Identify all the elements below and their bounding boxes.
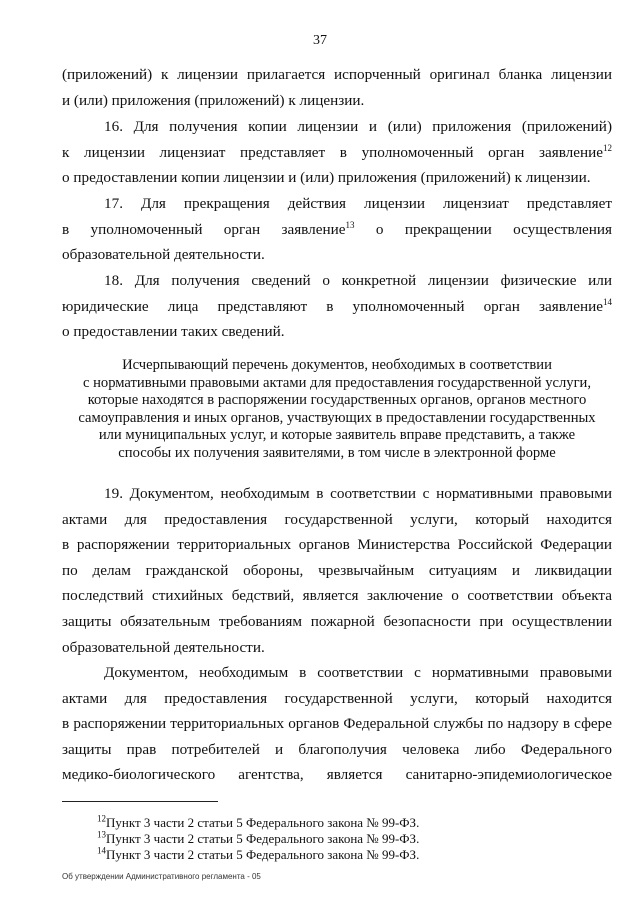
heading-line: способы их получения заявителями, в том числе в электронной форме [118,444,556,461]
heading-line: которые находятся в распоряжении государственных органов, органов местного [87,392,587,409]
footnote-text: Пункт 3 части 2 статьи 5 Федерального закона № 99-ФЗ. [106,815,420,830]
footnote-ref: 14 [603,296,612,307]
footnote-number: 12 [97,813,106,824]
footnote-text: Пункт 3 части 2 статьи 5 Федерального закона № 99-ФЗ. [106,831,420,846]
paragraph-16 [62,114,612,191]
footnote-number: 13 [97,829,106,840]
heading-line: или муниципальных услуг, и которые заявитель вправе представить, а также [98,427,576,444]
paragraph-continuation [62,62,612,113]
footnote-ref: 13 [345,219,355,230]
text-line: медико-биологического агентства, является санитарно-эпидемиологическое [62,766,612,784]
text-fragment: к лицензии лицензиат представляет в уполномоченный орган заявление [62,143,603,161]
text-fragment: о прекращении осуществления [354,220,613,238]
text-fragment: в уполномоченный орган заявление [62,220,346,238]
text-line: о предоставлении копии лицензии и (или) приложения (приложений) к лицензии. [62,169,591,187]
text-line: (приложений) к лицензии прилагается испорченный оригинал бланка лицензии [62,66,612,83]
text-line: и (или) приложения (приложений) к лицензии. [62,91,365,109]
text-line: защиты обязательным требованиям пожарной безопасности при осуществлении [62,612,612,630]
text-line [62,294,612,320]
footnote [97,831,419,847]
text-line: по делам гражданской обороны, чрезвычайным ситуациям и ликвидации [62,561,612,579]
text-line: 18. Для получения сведений о конкретной лицензии физические или [104,272,612,289]
text-line: защиты прав потребителей и благополучия человека либо Федерального [62,740,612,758]
footnote [97,815,419,831]
text-line: образовательной деятельности. [62,246,265,264]
text-line: 19. Документом, необходимым в соответствии с нормативными правовыми [104,485,612,502]
paragraph-18 [62,268,612,345]
text-line: в распоряжении территориальных органов Министерства Российской Федерации [62,536,612,554]
text-line: 17. Для прекращения действия лицензии лицензиат представляет [104,195,612,212]
footnote-ref: 12 [603,142,612,153]
footnote-divider [62,801,218,802]
page-number: 37 [313,33,327,48]
text-line: о предоставлении таких сведений. [62,323,285,341]
text-fragment: юридические лица представляют в уполномоченный орган заявление [62,297,603,315]
paragraph-document [62,660,612,788]
footnote [97,847,419,863]
text-line: Документом, необходимым в соответствии с нормативными правовыми [104,664,612,681]
text-line: актами для предоставления государственной услуги, который находится [62,689,612,707]
text-line: образовательной деятельности. [62,638,265,656]
heading-line: Исчерпывающий перечень документов, необходимых в соответствии [122,357,552,373]
text-line: актами для предоставления государственной услуги, который находится [62,510,612,528]
text-line: в распоряжении территориальных органов Федеральной службы по надзору в сфере [62,715,612,733]
text-line [62,217,612,243]
footnote-number: 14 [97,845,106,856]
text-line: 16. Для получения копии лицензии и (или) приложения (приложений) [104,118,612,135]
paragraph-17 [62,191,612,268]
heading-line: самоуправления и иных органов, участвующих в предоставлении государственных [78,409,596,426]
heading-line: с нормативными правовыми актами для предоставления государственной услуги, [82,374,592,391]
text-line [62,140,612,166]
footnote-text: Пункт 3 части 2 статьи 5 Федерального закона № 99-ФЗ. [106,847,420,862]
section-heading [62,357,612,463]
footnotes [97,815,419,863]
paragraph-19 [62,481,612,660]
text-line: последствий стихийных бедствий, является заключение о соответствии объекта [62,587,612,605]
page-footer: Об утверждении Административного регламента - 05 [62,872,261,881]
